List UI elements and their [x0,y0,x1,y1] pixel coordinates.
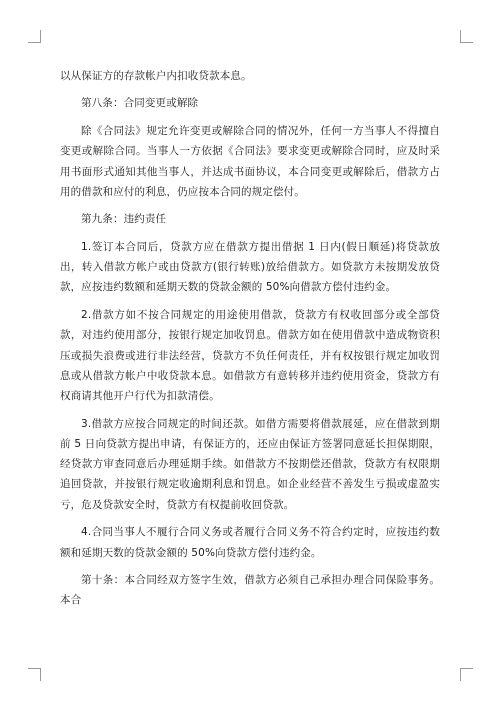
crop-mark-top-right [460,30,473,43]
article-9-heading: 第九条：违约责任 [81,213,167,226]
article-8-body: 除《合同法》规定允许变更或解除合同的情况外，任何一方当事人不得擅自变更或解除合同。当事人一方依据《合同法》要求变更或解除合同时，应及时采用书面形式通知其他当事人，并达成书面协议，本合同变更或解除后，借款方占用的借款和应付的利息，仍应按本合同的规定偿付。 [60,124,440,198]
crop-mark-bottom-left [28,668,41,681]
article-9-clause-1: 1.签订本合同后，贷款方应在借款方提出借据 1 日内(假日顺延)将贷款放出，转入借款方帐户或由贷款方(银行转账)放给借款方。如贷款方未按期发放贷款，应按违约数额和延期天数的贷款金额的 50%向借款方偿付违约金。 [60,240,440,294]
article-8-heading: 第八条：合同变更或解除 [81,97,199,110]
article-9-clause-4: 4.合同当事人不履行合同义务或者履行合同义务不符合约定时，应按违约数额和延期天数的贷款金额的 50%向贷款方偿付违约金。 [60,526,440,559]
contract-body [60,66,440,618]
article-9-clause-3: 3.借款方应按合同规定的时间还款。如借方需要将借款展延，应在借款到期前 5 日向贷款方提出申请，有保证方的，还应由保证方签署同意延长担保期限，经贷款方审查同意后办理延期手续。如借款方不按期偿还借款，贷款方有权限期追回贷款，并按银行规定收逾期利息和罚息。如企业经营不善发生亏损或虚盈实亏，危及贷款安全时，贷款方有权提前收回贷款。 [60,417,440,511]
article-10-heading: 第十条：本合同经双方签字生效，借款方必须自己承担办理合同保险事务。本合 [60,574,440,607]
crop-mark-bottom-right [460,668,473,681]
article-9-clause-2: 2.借款方如不按合同规定的用途使用借款，贷款方有权收回部分或全部贷款，对违约使用部分，按银行规定加收罚息。借款方如在使用借款中造成物资积压或损失浪费或进行非法经营，贷款方不负任何责任，并有权按银行规定加收罚息或从借款方帐户中收贷款本息。如借款方有意转移并违约使用资金，贷款方有权商请其他开户行代为扣款清偿。 [60,308,440,403]
paragraph-continuation: 以从保证方的存款帐户内扣收贷款本息。 [60,70,252,82]
crop-mark-top-left [28,30,41,43]
